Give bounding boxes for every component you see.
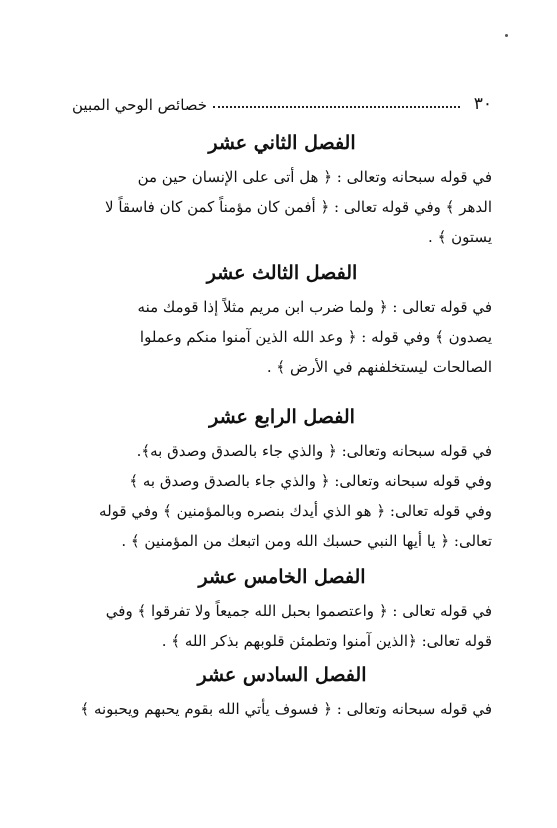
- header-dot-leader: [213, 105, 460, 108]
- chapter-14: [72, 398, 492, 556]
- text-line: قوله تعالى: ﴿الذين آمنوا وتطمئن قلوبهم بذكر الله ﴾ .: [161, 632, 492, 650]
- chapter-13: [72, 254, 492, 382]
- text-line: تعالى: ﴿ يا أيها النبي حسبك الله ومن اتبعك من المؤمنين ﴾ .: [121, 532, 492, 550]
- text-line: الدهر ﴾ وفي قوله تعالى : ﴿ أفمن كان مؤمناً كمن كان فاسقاً لا: [105, 198, 492, 216]
- chapter-16: [72, 656, 492, 724]
- chapter-title: الفصل الخامس عشر: [198, 566, 366, 588]
- running-title: خصائص الوحي المبين: [72, 96, 208, 114]
- text-line: وفي قوله تعالى: ﴿ هو الذي أيدك بنصره وبالمؤمنين ﴾ وفي قوله: [99, 502, 492, 520]
- page-content: [72, 124, 492, 724]
- chapter-15: [72, 558, 492, 656]
- chapter-title: الفصل الرابع عشر: [209, 406, 355, 428]
- chapter-title: الفصل الثاني عشر: [208, 132, 356, 154]
- page-speck: [505, 34, 508, 37]
- text-line: يستون ﴾ .: [428, 228, 492, 246]
- text-line: في قوله سبحانه وتعالى : ﴿ هل أتى على الإنسان حين من: [137, 168, 492, 186]
- text-line: في قوله تعالى : ﴿ ولما ضرب ابن مريم مثلاً إذا قومك منه: [137, 298, 492, 316]
- running-header: [72, 88, 492, 114]
- chapter-title: الفصل السادس عشر: [197, 664, 367, 686]
- text-line: في قوله تعالى : ﴿ واعتصموا بحبل الله جميعاً ولا تفرقوا ﴾ وفي: [105, 602, 492, 620]
- chapter-12: [72, 124, 492, 252]
- text-line: الصالحات ليستخلفنهم في الأرض ﴾ .: [266, 358, 492, 376]
- chapter-title: الفصل الثالث عشر: [206, 262, 358, 284]
- text-line: يصدون ﴾ وفي قوله : ﴿ وعد الله الذين آمنوا منكم وعملوا: [139, 328, 492, 346]
- page-number: ٣٠: [473, 94, 492, 114]
- text-line: وفي قوله سبحانه وتعالى: ﴿ والذي جاء بالصدق وصدق به ﴾: [129, 472, 492, 490]
- text-line: في قوله سبحانه وتعالى: ﴿ والذي جاء بالصدق وصدق به﴾.: [136, 442, 492, 460]
- text-line: في قوله سبحانه وتعالى : ﴿ فسوف يأتي الله بقوم يحبهم ويحبونه ﴾: [80, 700, 492, 718]
